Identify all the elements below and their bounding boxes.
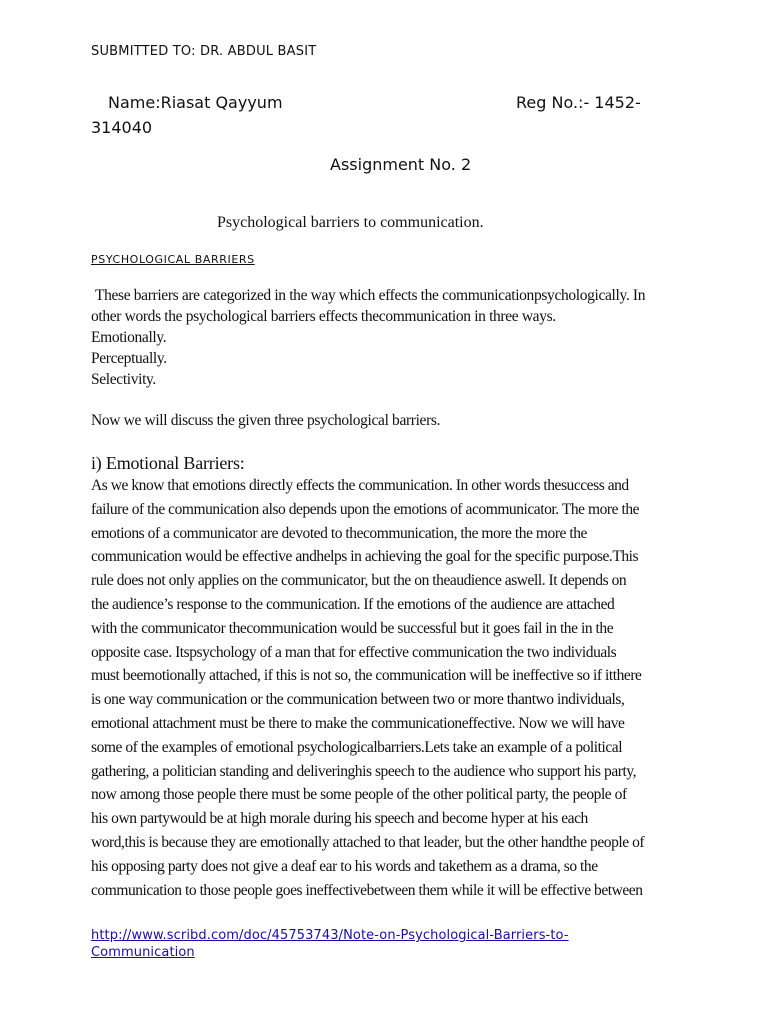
body-line: failure of the communication also depends upon the emotions of acommunicator. The more the <box>91 500 640 518</box>
body-line: emotions of a communicator are devoted to thecommunication, the more the more the <box>91 524 587 542</box>
body-line: opposite case. Itspsychology of a man that for effective communication the two individuals <box>91 643 617 661</box>
body-line: communication would be effective andhelps in achieving the goal for the specific purpose.This <box>91 548 639 566</box>
student-name: Name:Riasat Qayyum <box>108 93 283 112</box>
body-line: communication to those people goes ineffectivebetween them while it will be effective between <box>91 881 643 899</box>
body-line: must beemotionally attached, if this is not so, the communication will be ineffective so if itthere <box>91 667 642 685</box>
intro-line: These barriers are categorized in the way which effects the communicationpsychologically. In <box>95 287 646 304</box>
body-line: his own partywould be at high morale during his speech and become hyper at his each <box>91 810 588 828</box>
body-line: his opposing party does not give a deaf ear to his words and takethem as a drama, so the <box>91 857 598 875</box>
emotional-barriers-heading: i) Emotional Barriers: <box>91 453 245 473</box>
body-line: now among those people there must be some people of the other political party, the people of <box>91 786 627 804</box>
body-line: As we know that emotions directly effects the communication. In other words thesuccess and <box>91 477 629 494</box>
submitted-to: SUBMITTED TO: DR. ABDUL BASIT <box>91 44 317 59</box>
list-item: Perceptually. <box>91 350 167 367</box>
intro-line: other words the psychological barriers effects thecommunication in three ways. <box>91 308 556 325</box>
body-line: rule does not only applies on the communicator, but the on theaudience aswell. It depends on <box>91 572 627 590</box>
source-link-line2[interactable]: Communication <box>91 945 195 960</box>
body-line: gathering, a politician standing and deliveringhis speech to the audience who support his party, <box>91 762 637 780</box>
source-link-line1[interactable]: http://www.scribd.com/doc/45753743/Note-on-Psychological-Barriers-to- <box>91 928 569 943</box>
source-link[interactable] <box>91 927 631 961</box>
body-line: with the communicator thecommunication would be successful but it goes fail in the in the <box>91 619 614 637</box>
assignment-number: Assignment No. 2 <box>330 155 472 174</box>
body-line: emotional attachment must be there to make the communicationeffective. Now we will have <box>91 714 625 732</box>
document-title: Psychological barriers to communication. <box>217 214 484 231</box>
body-line: word,this is because they are emotionally attached to that leader, but the other handthe people of <box>91 833 645 851</box>
body-line: the audience’s response to the communication. If the emotions of the audience are attached <box>91 595 615 613</box>
list-item: Emotionally. <box>91 329 167 346</box>
body-line: some of the examples of emotional psychologicalbarriers.Lets take an example of a political <box>91 738 623 756</box>
intro-paragraph <box>91 285 691 390</box>
discuss-line: Now we will discuss the given three psychological barriers. <box>91 412 441 429</box>
reg-number-cont: 314040 <box>91 118 153 137</box>
reg-number: Reg No.:- 1452- <box>516 93 641 112</box>
emotional-barriers-body <box>91 474 691 902</box>
body-line: is one way communication or the communication between two or more thantwo individuals, <box>91 691 625 709</box>
section-label: PSYCHOLOGICAL BARRIERS <box>91 253 255 266</box>
list-item: Selectivity. <box>91 371 156 388</box>
